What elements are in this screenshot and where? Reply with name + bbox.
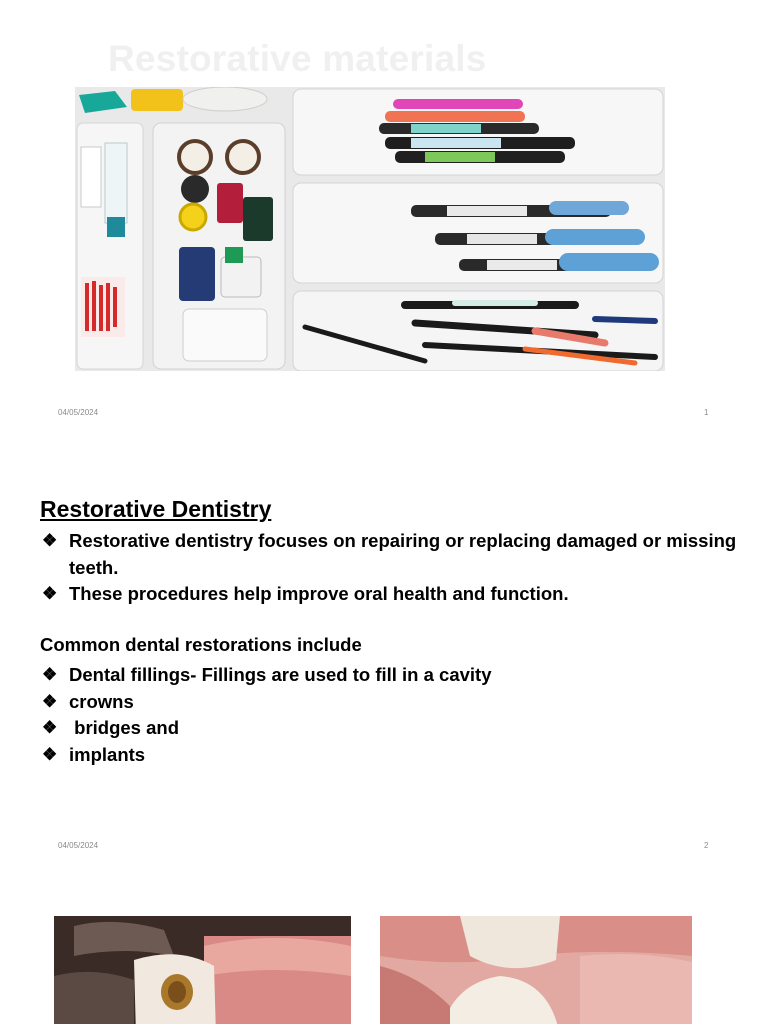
footer-date: 04/05/2024 [58, 408, 99, 417]
page-number: 1 [704, 408, 709, 417]
decayed-tooth-photo [54, 916, 351, 1024]
footer-date: 04/05/2024 [58, 841, 99, 850]
bullet-list-intro [40, 528, 740, 608]
diamond-bullet-icon: ❖ [42, 665, 58, 684]
slide-title: Restorative Dentistry [40, 496, 272, 522]
dental-materials-photo [75, 87, 665, 371]
list-item: ❖ These procedures help improve oral health and function. [40, 581, 740, 608]
diamond-bullet-icon: ❖ [42, 744, 58, 764]
list-item: ❖ bridges and [40, 715, 740, 742]
bullet-list-restorations [40, 662, 740, 768]
diamond-bullet-icon: ❖ [42, 531, 58, 550]
teeth-gums-photo [380, 916, 692, 1024]
diamond-bullet-icon: ❖ [42, 691, 58, 711]
diamond-bullet-icon: ❖ [42, 718, 58, 737]
page-number: 2 [704, 841, 709, 850]
slide-1 [0, 0, 768, 432]
list-item: ❖ Dental fillings- Fillings are used to fill in a cavity [40, 662, 740, 689]
slide-title: Restorative materials [108, 38, 487, 79]
list-item: ❖ implants [40, 742, 740, 769]
list-item: ❖ Restorative dentistry focuses on repairing or replacing damaged or missing teeth. [42, 530, 737, 578]
slide-2 [0, 432, 768, 864]
subheading: Common dental restorations include [40, 634, 362, 655]
diamond-bullet-icon: ❖ [42, 584, 58, 603]
list-item: ❖ crowns [40, 689, 740, 716]
slide-3 [0, 864, 768, 1024]
